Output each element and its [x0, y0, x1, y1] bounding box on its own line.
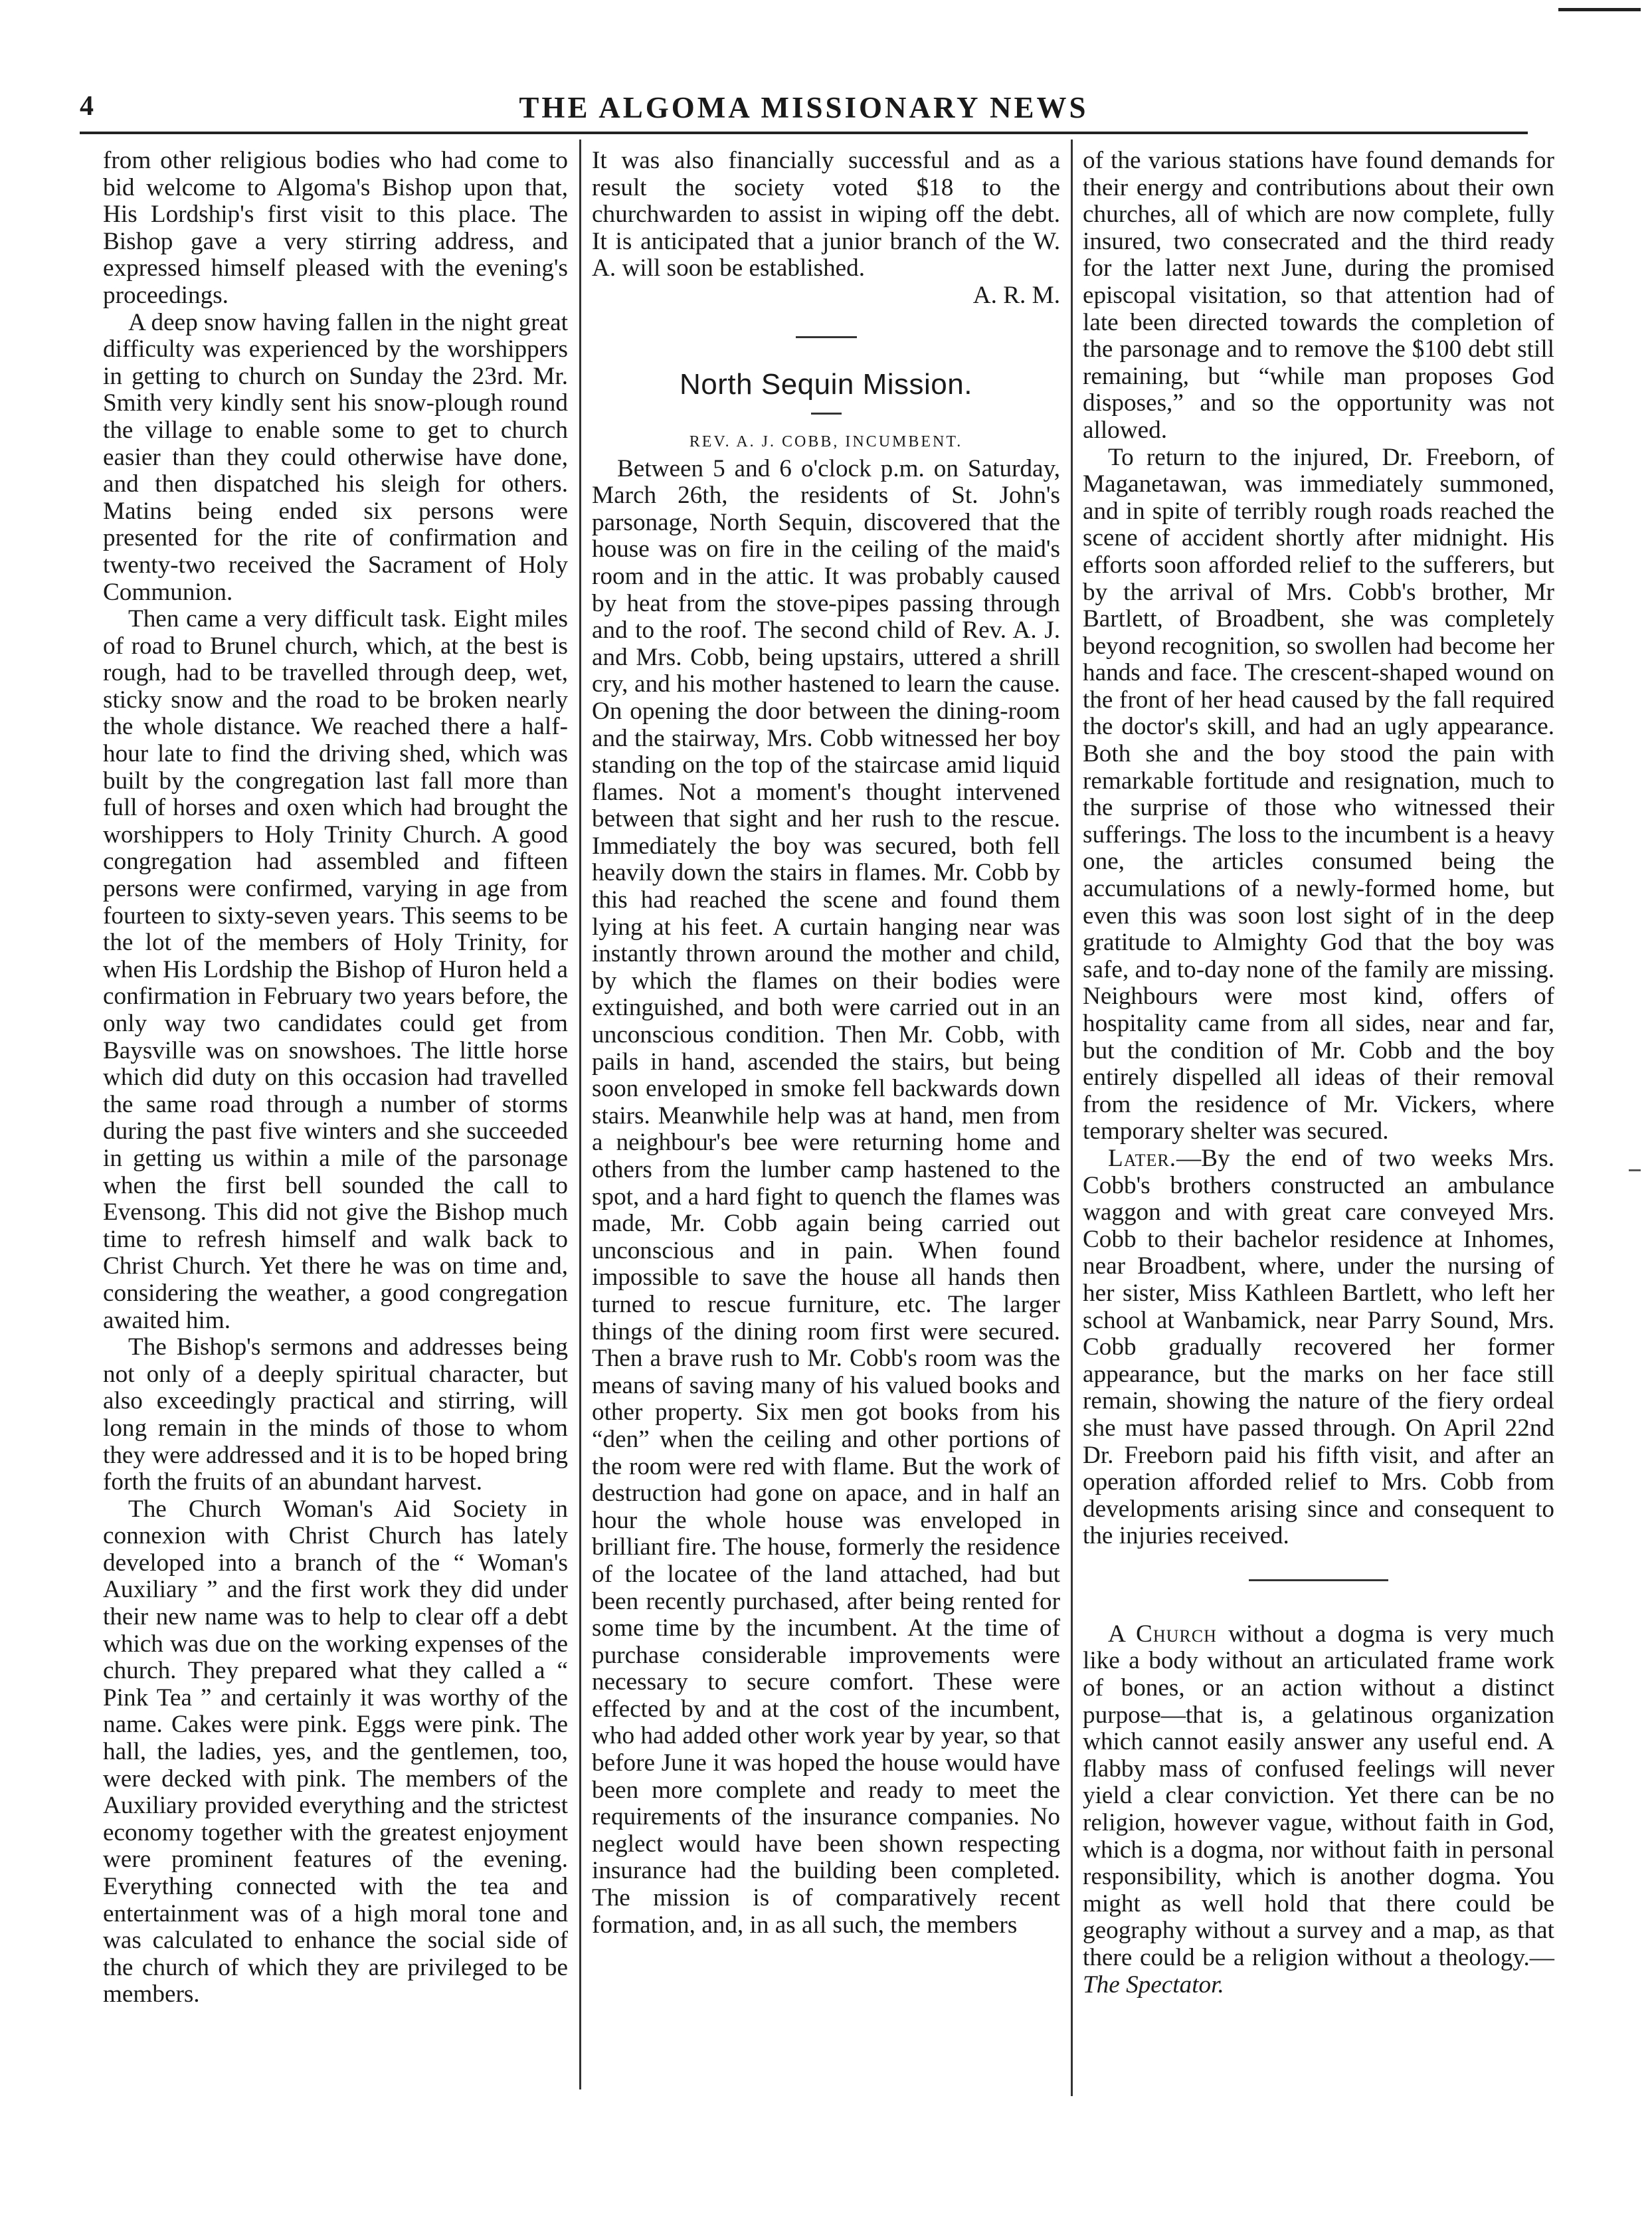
column-2: [592, 147, 1060, 2101]
later-text: —By the end of two weeks Mrs. Cobb's brothers constructed an ambulance waggon and with great care conveyed Mrs. Cobb to their bachelor residence at Inhomes, near Broadbent, where, under the nursing of her sister, Miss Kathleen Bartlett, who left her school at Wanbamick, near Parry Sound, Mrs. Cobb gradually recovered her former appearance, but the marks on her face still remain, showing the nature of the fiery ordeal she must have passed through. On April 22nd Dr. Freeborn paid his fifth visit, and after an operation afforded relief to Mrs. Cobb from developments arising since and consequent to the injuries received.: [1083, 1144, 1554, 1550]
quote-body: without a dogma is very much like a body without an articulated frame work of bones, or an action without a distinct purpose—that is, a gelatinous organization which cannot easily answer any useful end. A flabby mass of confused feelings will never yield a clear conviction. Yet there can be no religion, however vague, without faith in God, which is a dogma, nor without faith in personal responsibility, which is another dogma. You might as well hold that there could be geography without a survey and a map, as that there could be a religion without a theology.—: [1083, 1620, 1554, 1971]
column-divider-2: [1071, 140, 1073, 2096]
quote-lead: A: [1108, 1620, 1137, 1648]
column-1: [103, 147, 568, 2101]
later-lead: Later.: [1108, 1144, 1177, 1172]
quote-source: The Spectator.: [1083, 1971, 1224, 1998]
section-title: North Sequin Mission.: [680, 367, 972, 401]
header-rule: [80, 132, 1528, 134]
byline: REV. A. J. COBB, INCUMBENT.: [689, 433, 963, 450]
article-separator: [1249, 1579, 1388, 1581]
paragraph: Between 5 and 6 o'clock p.m. on Saturday, March 26th, the residents of St. John's parsonage, North Sequin, discovered that the house was on fire in the ceiling of the maid's room and in the attic. It was probably caused by heat from the stove-pipes passing through and to the roof. The second child of Rev. A. J. and Mrs. Cobb, being upstairs, uttered a shrill cry, and his mother hastened to learn the cause. On opening the door between the dining-room and the stairway, Mrs. Cobb witnessed her boy standing on the top of the staircase amid liquid flames. Not a moment's thought intervened between that sight and her rush to the rescue. Immediately the boy was secured, both fell heavily down the stairs in flames. Mr. Cobb by this had reached the scene and found them lying at his feet. A curtain hanging near was instantly thrown around the mother and child, by which the flames on their bodies were extinguished, and both were carried out in an unconscious condition. Then Mr. Cobb, with pails in hand, ascended the stairs, but being soon enveloped in smoke fell backwards down stairs. Meanwhile help was at hand, men from a neighbour's bee were returning home and others from the lumber camp hastened to the spot, and a hard fight to quench the flames was made, Mr. Cobb again being carried out unconscious and in pain. When found impossible to save the house all hands then turned to rescue furniture, etc. The larger things of the dining room first were secured. Then a brave rush to Mr. Cobb's room was the means of saving many of his valued books and other property. Six men got books from his “den” when the ceiling and other portions of the room were red with flame. But the work of destruction had gone on apace, and in half an hour the whole house was enveloped in brilliant fire. The house, formerly the residence of the locatee of the land attached, had but been recently purchased, after being rented for some time by the incumbent. At the time of purchase considerable improvements were necessary to secure comfort. These were effected by and at the cost of the incumbent, who had added other work year by year, so that before June it was hoped the house would have been more complete and ready to meet the requirements of the insurance companies. No neglect would have been shown respecting insurance had the building been completed. The mission is of comparatively recent formation, and, in as all such, the members: [592, 454, 1060, 1939]
paragraph: [1083, 1145, 1554, 1550]
title-rule: [811, 413, 842, 415]
page-number: 4: [80, 91, 94, 122]
quote-smallcaps: Church: [1136, 1620, 1217, 1648]
author-signature: A. R. M.: [972, 281, 1060, 309]
quotation-block: [1083, 1621, 1554, 1998]
top-corner-rule: [1558, 8, 1641, 11]
paragraph: from other religious bodies who had come to bid welcome to Algoma's Bishop upon that, His Lordship's first visit to this place. The Bishop gave a very stirring address, and expressed himself pleased with the evening's proceedings.: [103, 147, 568, 309]
paragraph: A deep snow having fallen in the night great difficulty was experienced by the worshippers in getting to church on Sunday the 23rd. Mr. Smith very kindly sent his snow-plough round the village to enable some to get to church easier than they could otherwise have done, and then dispatched his sleigh for others. Matins being ended six persons were presented for the rite of confirmation and twenty-two received the Sacrament of Holy Communion.: [103, 308, 568, 606]
paragraph: The Bishop's sermons and addresses being not only of a deeply spiritual character, but also exceedingly practical and stirring, will long remain in the minds of those to whom they were addressed and it is to be hoped bring forth the fruits of an abundant harvest.: [103, 1333, 568, 1496]
column-3: [1083, 147, 1554, 2101]
paragraph: The Church Woman's Aid Society in connexion with Christ Church has lately developed into a branch of the “ Woman's Auxiliary ” and the first work they did under their new name was to help to clear off a debt which was due on the working expenses of the church. They prepared what they called a “ Pink Tea ” and certainly it was worthy of the name. Cakes were pink. Eggs were pink. The hall, the ladies, yes, and the gentlemen, too, were decked with pink. The members of the Auxiliary provided everything and the strictest economy together with the greatest enjoyment were prominent features of the evening. Everything connected with the tea and entertainment was of a high moral tone and was calculated to enhance the social side of the church of which they are privileged to be members.: [103, 1495, 568, 2008]
section-separator: [796, 336, 857, 338]
paragraph: of the various stations have found demands for their energy and contributions about their own churches, all of which are now complete, fully insured, two consecrated and the third ready for the latter next June, during the promised episcopal visitation, so that attention had of late been directed towards the completion of the parsonage and to remove the $100 debt still remaining, but “while man proposes God disposes,” and so the opportunity was not allowed.: [1083, 147, 1554, 444]
journal-title: THE ALGOMA MISSIONARY NEWS: [519, 91, 1089, 124]
margin-mark: [1629, 1169, 1641, 1171]
paragraph: Then came a very difficult task. Eight miles of road to Brunel church, which, at the best is rough, had to be travelled through deep, wet, sticky snow and the road to be broken nearly the whole distance. We reached there a half-hour late to find the driving shed, which was built by the congregation last fall more than full of horses and oxen which had brought the worshippers to Holy Trinity Church. A good congregation had assembled and fifteen persons were confirmed, varying in age from fourteen to sixty-seven years. This seems to be the lot of the members of Holy Trinity, for when His Lordship the Bishop of Huron held a confirmation in February two years before, the only way two candidates could get from Baysville was on snowshoes. The little horse which did duty on this occasion had travelled the same road through a number of storms during the past five winters and she succeeded in getting us within a mile of the parsonage when the first bell sounded the call to Evensong. This did not give the Bishop much time to refresh himself and walk back to Christ Church. Yet there he was on time and, considering the weather, a good congregation awaited him.: [103, 605, 568, 1334]
paragraph: To return to the injured, Dr. Freeborn, of Maganetawan, was immediately summoned, and in spite of terribly rough roads reached the scene of accident shortly after midnight. His efforts soon afforded relief to the sufferers, but by the arrival of Mrs. Cobb's brother, Mr Bartlett, of Broadbent, she was completely beyond recognition, so swollen had become her hands and face. The crescent-shaped wound on the front of her head caused by the fall required the doctor's skill, and had an ugly appearance. Both she and the boy stood the pain with remarkable fortitude and resignation, much to the surprise of those who witnessed their sufferings. The loss to the incumbent is a heavy one, the articles consumed being the accumulations of a newly-formed home, but even this was soon lost sight of in the deep gratitude to Almighty God that the boy was safe, and to-day none of the family are missing. Neighbours were most kind, offers of hospitality came from all sides, near and far, but the condition of Mr. Cobb and the boy entirely dispelled all ideas of their removal from the residence of Mr. Vickers, where temporary shelter was secured.: [1083, 443, 1554, 1145]
paragraph: It was also financially successful and as a result the society voted $18 to the churchwarden to assist in wiping off the debt. It is anticipated that a junior branch of the W. A. will soon be established.: [592, 147, 1060, 282]
column-divider-1: [579, 140, 581, 2089]
quotation-paragraph: [1083, 1621, 1554, 1998]
